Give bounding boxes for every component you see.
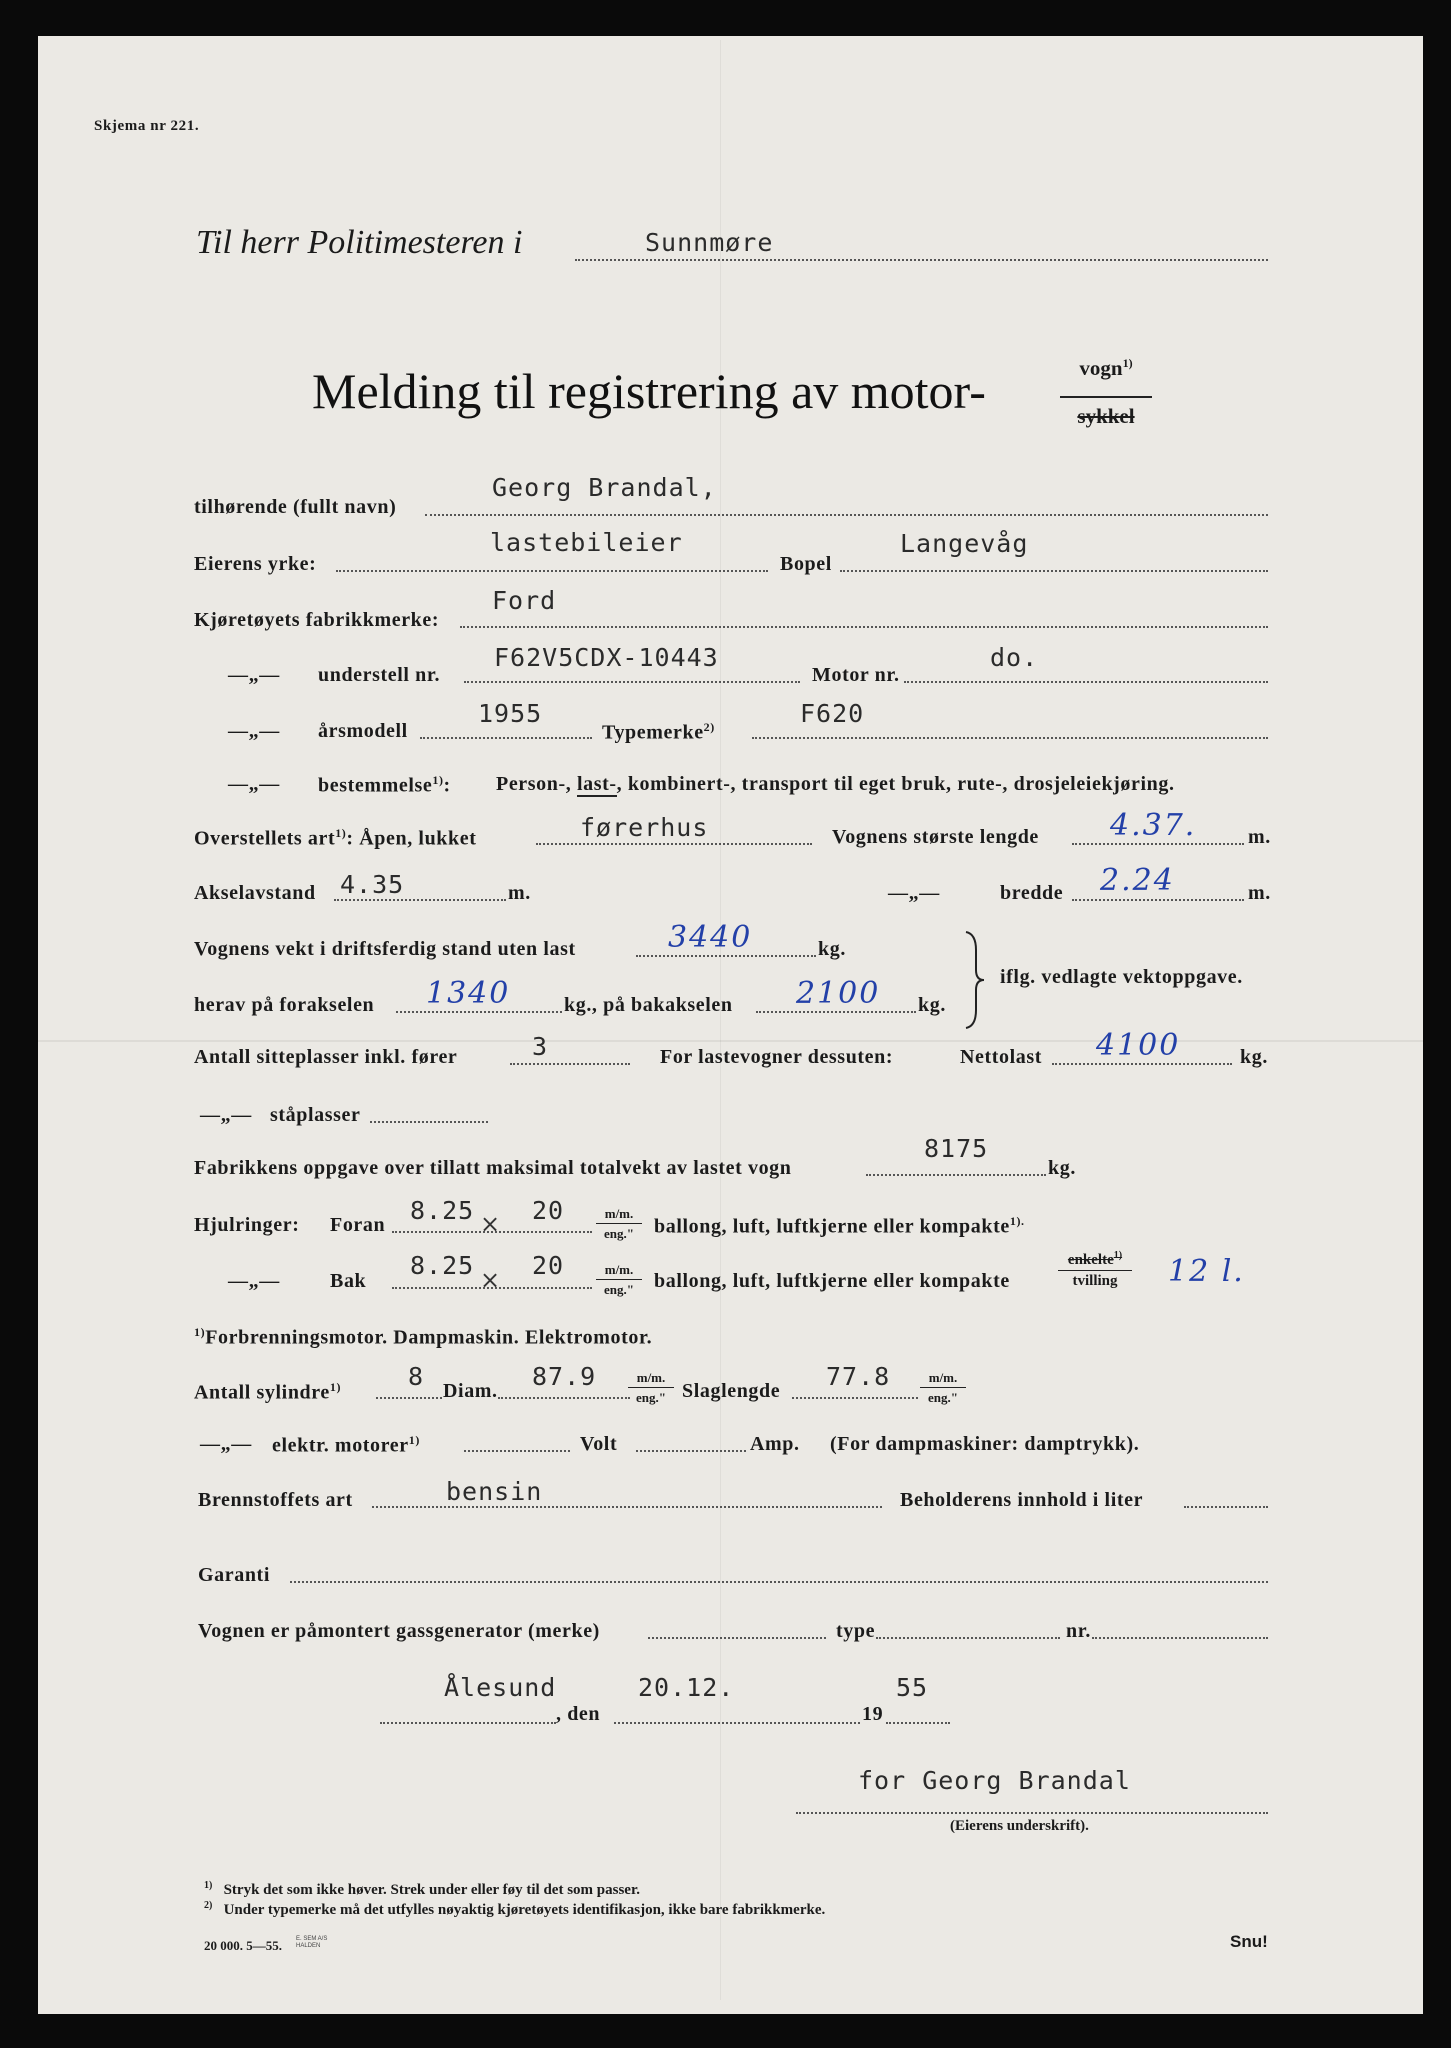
wheels-front-unit: m/m. eng." [596, 1206, 642, 1242]
addressee-line [575, 259, 1268, 261]
stroke-unit: m/m. eng." [920, 1370, 966, 1406]
stroke-value[interactable]: 77.8 [826, 1362, 891, 1391]
diameter-value[interactable]: 87.9 [532, 1362, 597, 1391]
net-load-unit: kg. [1240, 1046, 1268, 1068]
wheelbase-value[interactable]: 4.35 [340, 870, 405, 899]
wheelbase-unit: m. [508, 882, 531, 904]
addressee-label: Til herr Politimesteren i [196, 224, 523, 261]
gas-type-line[interactable] [876, 1637, 1060, 1639]
net-load-line [1052, 1063, 1232, 1065]
cargo-label: For lastevogner dessuten: [660, 1046, 894, 1068]
wheels-rear-times: × [480, 1266, 501, 1294]
signature-caption: (Eierens underskrift). [950, 1818, 1089, 1834]
rear-axle-unit: kg. [918, 994, 946, 1016]
wheelbase-label: Akselavstand [194, 882, 316, 904]
ditto-electric: —„— [200, 1433, 252, 1455]
length-unit: m. [1248, 826, 1271, 848]
purpose-options: Person-, last-, kombinert-, transport til eget bruk, rute-, drosjeleiekjøring. [496, 773, 1175, 795]
signature-value[interactable]: for Georg Brandal [858, 1766, 1131, 1795]
guarantee-line[interactable] [290, 1581, 1268, 1583]
weight-note: iflg. vedlagte vektoppgave. [1000, 966, 1243, 988]
occupation-label: Eierens yrke: [194, 553, 317, 575]
diameter-unit: m/m. eng." [628, 1370, 674, 1406]
addressee-value[interactable]: Sunnmøre [645, 228, 774, 257]
fuel-value[interactable]: bensin [446, 1477, 543, 1506]
wheels-rear-option: enkelte$^{1)}$ tvilling [1058, 1250, 1132, 1290]
tank-label: Beholderens innhold i liter [900, 1489, 1144, 1511]
wheels-rear-b[interactable]: 20 [532, 1251, 565, 1280]
fuel-line [372, 1506, 882, 1508]
type-value[interactable]: F620 [800, 699, 865, 728]
max-weight-unit: kg. [1048, 1157, 1076, 1179]
width-value[interactable]: 2.24 [1100, 863, 1175, 898]
body-type-label: Overstellets art$^{1)}$: Åpen, lukket [194, 826, 477, 850]
rear-axle-label: kg., på bakakselen [564, 994, 733, 1016]
wheels-front-label: Foran [330, 1214, 386, 1236]
model-year-label: årsmodell [318, 720, 408, 742]
engine-type: $^{1)}$Forbrenningsmotor. Dampmaskin. Elektromotor. [194, 1325, 653, 1349]
length-line [1072, 843, 1244, 845]
ditto-model: —„— [228, 720, 280, 742]
gas-nr-label: nr. [1066, 1620, 1091, 1642]
make-label: Kjøretøyets fabrikkmerke: [194, 609, 440, 631]
residence-value[interactable]: Langevåg [900, 529, 1029, 558]
print-info: 20 000. 5—55. [204, 1938, 282, 1953]
title-option-sykkel: sykkel [1077, 404, 1135, 428]
fold-crease-horizontal [38, 1040, 1423, 1042]
volt-line[interactable] [636, 1450, 746, 1452]
front-axle-value[interactable]: 1340 [426, 976, 511, 1011]
electric-label: elektr. motorer$^{1)}$ [272, 1433, 420, 1457]
make-value[interactable]: Ford [492, 586, 557, 615]
type-label: Typemerke$^{2)}$ [602, 720, 715, 744]
owner-value[interactable]: Georg Brandal, [492, 473, 717, 502]
wheels-rear-label: Bak [330, 1270, 367, 1292]
cylinders-line [376, 1397, 442, 1399]
net-load-label: Nettolast [960, 1046, 1043, 1068]
wheels-rear-note[interactable]: 12 l. [1168, 1254, 1245, 1289]
gas-generator-label: Vognen er påmontert gassgenerator (merke) [198, 1620, 600, 1642]
stroke-line [792, 1397, 918, 1399]
length-label: Vognens største lengde [832, 826, 1039, 848]
seats-label: Antall sitteplasser inkl. fører [194, 1046, 458, 1068]
ditto-rear: —„— [228, 1270, 280, 1292]
wheels-front-b[interactable]: 20 [532, 1196, 565, 1225]
max-weight-line [866, 1174, 1046, 1176]
body-type-value[interactable]: førerhus [580, 813, 709, 842]
occupation-value[interactable]: lastebileier [490, 528, 683, 557]
tank-line[interactable] [1184, 1506, 1268, 1508]
chassis-value[interactable]: F62V5CDX-10443 [494, 643, 719, 672]
wheels-front-text: ballong, luft, luftkjerne eller kompakte$^{1).}$ [654, 1214, 1025, 1238]
cylinders-label: Antall sylindre$^{1)}$ [194, 1380, 342, 1404]
form-paper [38, 36, 1423, 2014]
place-line [380, 1722, 556, 1724]
electric-line[interactable] [464, 1450, 570, 1452]
body-type-line [536, 843, 812, 845]
seats-value[interactable]: 3 [532, 1032, 549, 1061]
guarantee-label: Garanti [198, 1564, 270, 1586]
cylinders-value[interactable]: 8 [408, 1362, 425, 1391]
owner-label: tilhørende (fullt navn) [194, 496, 397, 518]
make-line [460, 626, 1268, 628]
motor-line [904, 681, 1268, 683]
turn-over-label: Snu! [1230, 1932, 1268, 1951]
width-line [1072, 899, 1244, 901]
seats-line [510, 1063, 630, 1065]
standing-line[interactable] [370, 1121, 488, 1123]
net-load-value[interactable]: 4100 [1096, 1028, 1181, 1063]
rear-axle-line [756, 1011, 916, 1013]
date-line [614, 1722, 860, 1724]
form-title: Melding til registrering av motor- [312, 363, 986, 419]
ditto-width: —„— [888, 882, 940, 904]
century-label: 19 [862, 1703, 884, 1725]
ditto-purpose: —„— [228, 773, 280, 795]
ditto-chassis: —„— [228, 664, 280, 686]
volt-label: Volt [580, 1433, 618, 1455]
weight-brace [960, 930, 986, 1030]
printer-info: E. SEM A/S HALDEN [296, 1936, 328, 1949]
signature-line [796, 1812, 1268, 1814]
width-label: bredde [1000, 882, 1064, 904]
chassis-label: understell nr. [318, 664, 441, 686]
title-fraction-bar [1060, 396, 1152, 398]
fold-crease [720, 40, 721, 2000]
ditto-standing: —„— [200, 1104, 252, 1126]
amp-label: Amp. [750, 1433, 800, 1455]
weight-label: Vognens vekt i driftsferdig stand uten last [194, 938, 576, 960]
front-axle-label: herav på forakselen [194, 994, 375, 1016]
standing-label: ståplasser [270, 1104, 361, 1126]
gas-nr-line[interactable] [1092, 1637, 1268, 1639]
year-line [886, 1722, 950, 1724]
model-year-value[interactable]: 1955 [478, 699, 543, 728]
width-unit: m. [1248, 882, 1271, 904]
wheels-label: Hjulringer: [194, 1214, 300, 1236]
year-value[interactable]: 55 [896, 1673, 929, 1702]
wheels-rear-unit: m/m. eng." [596, 1262, 642, 1298]
front-axle-line [396, 1011, 562, 1013]
wheels-rear-text: ballong, luft, luftkjerne eller kompakte [654, 1270, 1010, 1292]
wheelbase-line [334, 899, 506, 901]
occupation-line [336, 570, 768, 572]
wheels-front-a[interactable]: 8.25 [410, 1196, 475, 1225]
footnote-1: $^{1)}$ Stryk det som ikke høver. Strek under eller føy til det som passer. [204, 1880, 640, 1898]
length-value[interactable]: 4.37. [1110, 808, 1197, 843]
owner-line [425, 514, 1268, 516]
fuel-label: Brennstoffets art [198, 1489, 353, 1511]
wheels-front-times: × [480, 1210, 501, 1238]
weight-value[interactable]: 3440 [668, 920, 753, 955]
type-line [752, 737, 1268, 739]
motor-label: Motor nr. [812, 664, 900, 686]
weight-unit: kg. [818, 938, 846, 960]
purpose-selected[interactable]: last- [576, 773, 617, 795]
rear-axle-value[interactable]: 2100 [796, 976, 881, 1011]
date-value[interactable]: 20.12. [638, 1673, 735, 1702]
diameter-label: Diam. [443, 1380, 498, 1402]
chassis-line [464, 681, 800, 683]
footnote-2: $^{2)}$ Under typemerke må det utfylles nøyaktig kjøretøyets identifikasjon, ikke bare fabrikkmerke. [204, 1900, 826, 1918]
max-weight-label: Fabrikkens oppgave over tillatt maksimal totalvekt av lastet vogn [194, 1157, 792, 1179]
gas-type-label: type [836, 1620, 876, 1642]
diameter-line [498, 1397, 630, 1399]
motor-value[interactable]: do. [990, 643, 1039, 672]
place-value[interactable]: Ålesund [444, 1673, 557, 1702]
wheels-rear-a[interactable]: 8.25 [410, 1251, 475, 1280]
model-year-line [420, 737, 592, 739]
residence-label: Bopel [780, 553, 832, 575]
residence-line [840, 570, 1268, 572]
den-label: , den [556, 1703, 601, 1725]
steam-label: (For dampmaskiner: damptrykk). [830, 1433, 1140, 1455]
gas-generator-line[interactable] [648, 1637, 826, 1639]
weight-line [636, 955, 816, 957]
title-option-vogn: vogn$^{1)}$ [1079, 356, 1133, 380]
form-number: Skjema nr 221. [94, 118, 200, 134]
max-weight-value[interactable]: 8175 [924, 1134, 989, 1163]
stroke-label: Slaglengde [682, 1380, 781, 1402]
purpose-label: bestemmelse$^{1)}$: [318, 773, 451, 797]
